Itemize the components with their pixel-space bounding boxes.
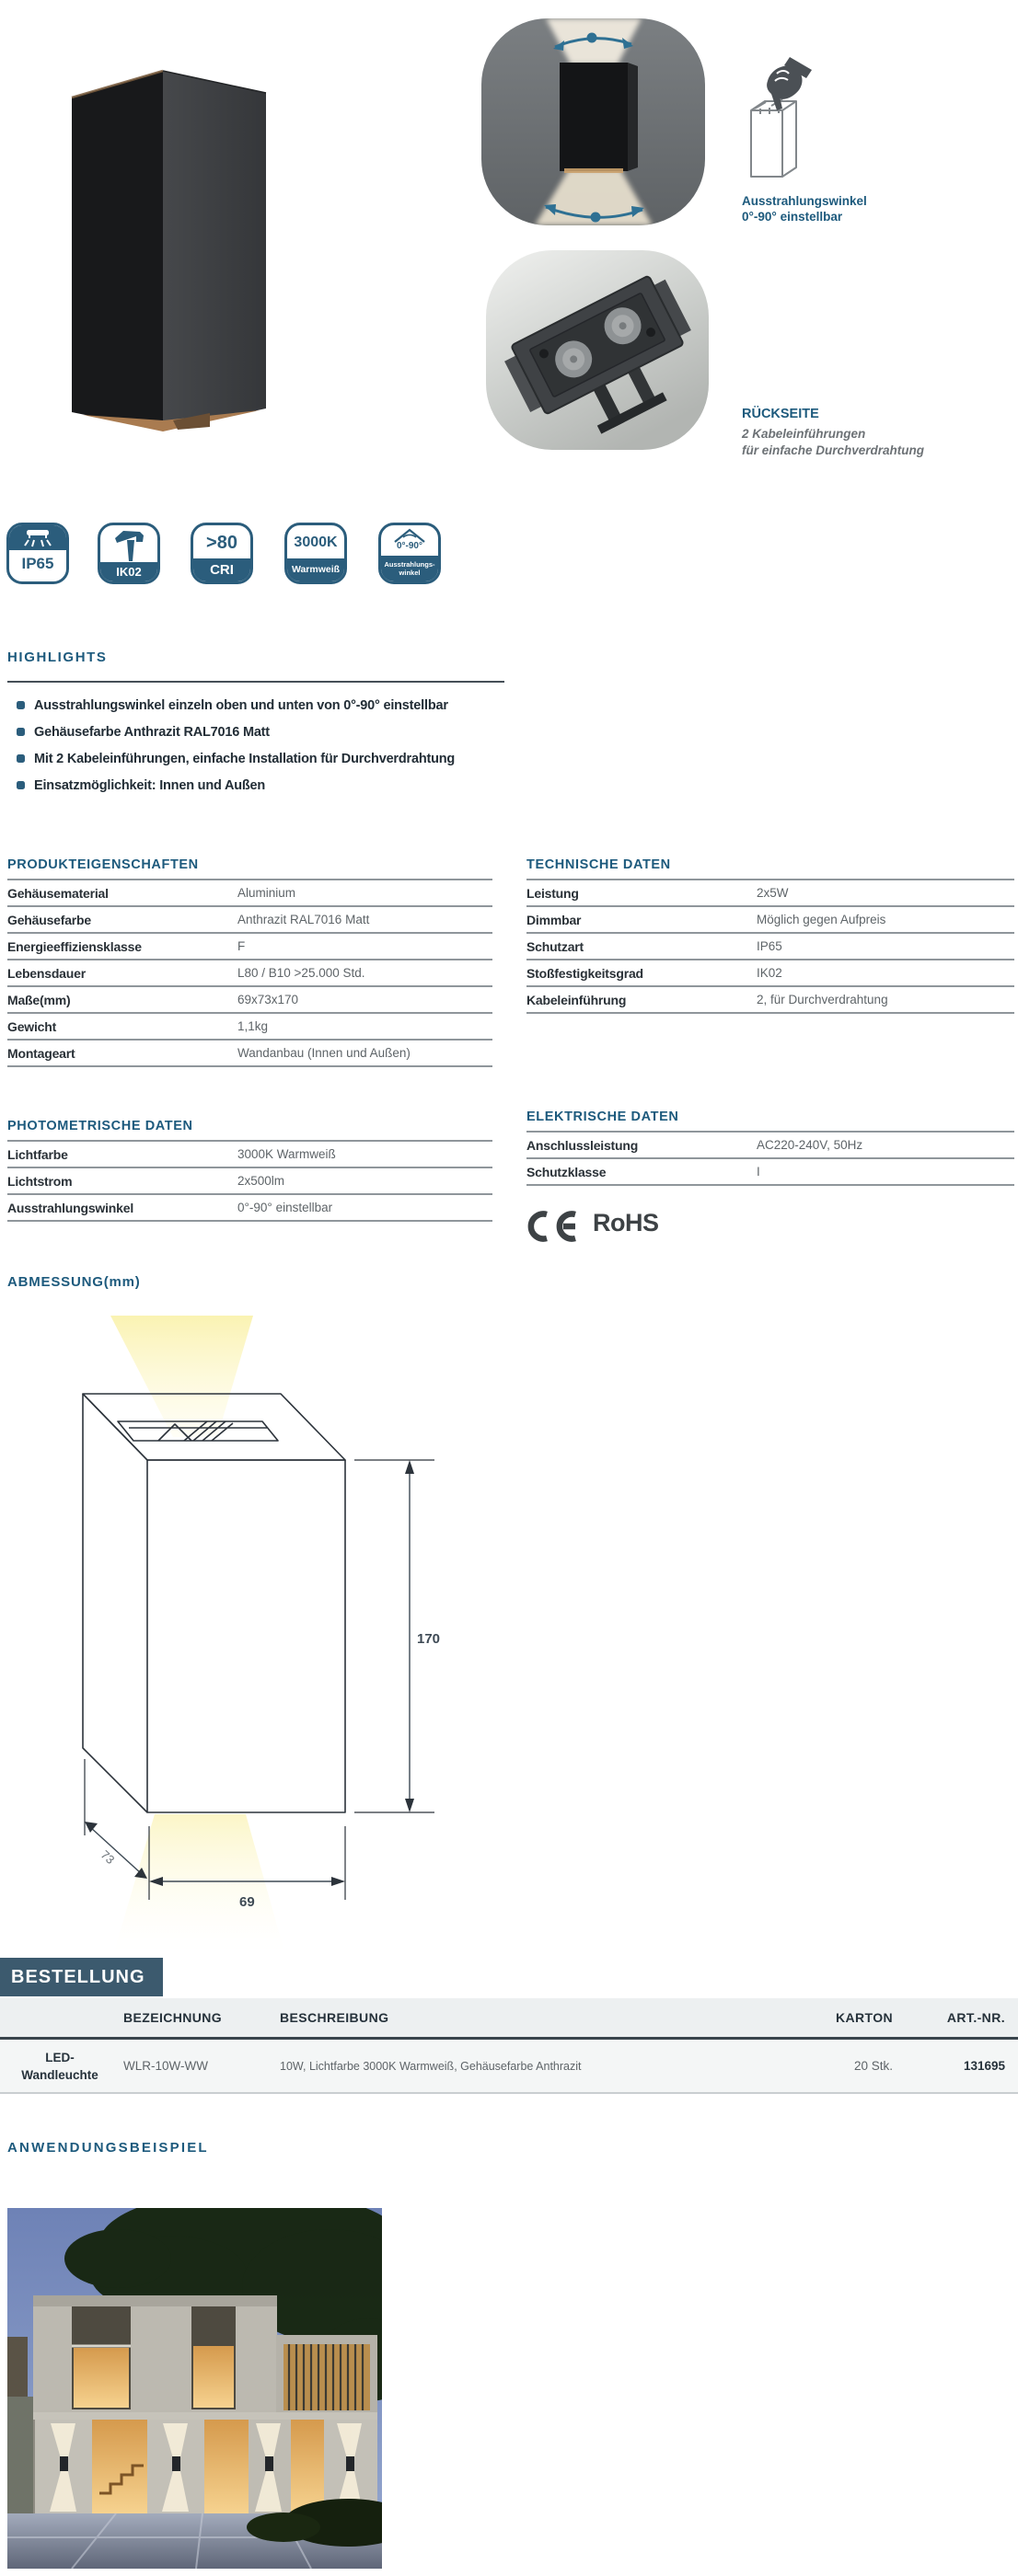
row-label: Schutzart xyxy=(526,938,584,954)
back-caption xyxy=(742,405,1000,459)
table-row xyxy=(526,987,1014,1014)
bestellung-bottom-rule xyxy=(0,2092,1018,2094)
row-label: Energieeffiziensklasse xyxy=(7,938,142,954)
bullet-icon xyxy=(17,701,25,709)
dimension-drawing xyxy=(37,1306,469,1950)
row-label: Stoßfestigkeitsgrad xyxy=(526,965,643,981)
table-row xyxy=(7,1168,492,1195)
product-name-line1: LED- xyxy=(45,2050,75,2064)
row-label: Leistung xyxy=(526,885,579,901)
highlights-list xyxy=(7,692,652,799)
badge-beam-angle xyxy=(378,523,441,584)
row-label: Schutzklasse xyxy=(526,1164,607,1179)
back-caption-line1: 2 Kabeleinführungen xyxy=(742,427,866,441)
highlight-text: Ausstrahlungswinkel einzeln oben und unten von 0°-90° einstellbar xyxy=(34,697,448,713)
adjust-dot-bottom xyxy=(591,213,601,223)
table-technische-daten xyxy=(526,857,1014,1014)
row-value: I xyxy=(757,1165,760,1179)
col-bezeichnung: BEZEICHNUNG xyxy=(123,2010,223,2025)
row-label: Ausstrahlungswinkel xyxy=(7,1200,134,1215)
dim-width-label: 69 xyxy=(239,1894,255,1910)
highlights-title: HIGHLIGHTS xyxy=(7,650,108,665)
table-row xyxy=(526,960,1014,987)
table-row xyxy=(7,960,492,987)
table-produkteigenschaften xyxy=(7,857,492,1067)
cell-karton: 20 Stk. xyxy=(853,2059,893,2073)
ip65-icon xyxy=(9,525,66,550)
badge-ip65-label: IP65 xyxy=(21,555,54,572)
ce-mark-icon xyxy=(525,1211,585,1242)
back-caption-line2: für einfache Durchverdrahtung xyxy=(742,443,925,457)
dim-height-label: 170 xyxy=(417,1631,441,1647)
row-value: 69x73x170 xyxy=(237,993,299,1006)
highlight-item xyxy=(7,692,652,719)
col-artnr: ART.-NR. xyxy=(946,2010,1005,2025)
table-row xyxy=(7,1195,492,1222)
badge-beam-top: 0°-90° xyxy=(396,541,422,551)
row-value: 0°-90° einstellbar xyxy=(237,1201,333,1214)
dim-depth-label: 73 xyxy=(98,1847,118,1868)
bestellung-title: BESTELLUNG xyxy=(11,1967,145,1987)
badge-ip65 xyxy=(6,523,69,584)
col-karton: KARTON xyxy=(835,2010,893,2025)
hand-shape xyxy=(767,57,812,110)
table-row xyxy=(7,1014,492,1041)
row-value: 2, für Durchverdrahtung xyxy=(757,993,888,1006)
adjust-caption xyxy=(742,193,944,224)
row-value: 2x5W xyxy=(757,886,789,900)
row-label: Gehäusefarbe xyxy=(7,912,91,927)
row-value: Wandanbau (Innen und Außen) xyxy=(237,1046,411,1060)
table-title: ELEKTRISCHE DATEN xyxy=(526,1110,679,1124)
bestellung-column-header xyxy=(0,1998,1018,2037)
badge-ik02-label: IK02 xyxy=(100,562,157,581)
application-photo-back-side xyxy=(486,250,709,450)
badge-cri-bottom: CRI xyxy=(193,558,250,581)
row-value: 1,1kg xyxy=(237,1019,269,1033)
col-beschreibung: BESCHREIBUNG xyxy=(280,2010,389,2025)
highlight-item xyxy=(7,719,652,745)
badge-cri-top: >80 xyxy=(206,533,237,553)
row-value: IK02 xyxy=(757,966,782,980)
badge-cct-bottom: Warmweiß xyxy=(287,558,344,581)
table-row xyxy=(526,934,1014,960)
hand-adjust-icon xyxy=(735,53,827,191)
bullet-icon xyxy=(17,728,25,736)
adjust-caption-line2: 0°-90° einstellbar xyxy=(742,210,843,224)
badge-cri xyxy=(191,523,253,584)
row-value: Möglich gegen Aufpreis xyxy=(757,913,886,926)
highlights-divider xyxy=(7,681,504,683)
table-title: TECHNISCHE DATEN xyxy=(526,857,671,872)
row-label: Anschlussleistung xyxy=(526,1137,639,1153)
product-name xyxy=(0,2040,120,2092)
highlight-item xyxy=(7,772,652,799)
row-label: Montageart xyxy=(7,1045,75,1061)
adjust-caption-line1: Ausstrahlungswinkel xyxy=(742,194,867,208)
abmessung-title: ABMESSUNG(mm) xyxy=(7,1274,141,1290)
table-row xyxy=(7,880,492,907)
badge-ik02 xyxy=(98,523,160,584)
row-value: Anthrazit RAL7016 Matt xyxy=(237,913,370,926)
bullet-icon xyxy=(17,754,25,763)
row-value: 3000K Warmweiß xyxy=(237,1147,336,1161)
badge-cct-top: 3000K xyxy=(294,535,338,550)
adjust-dot-top xyxy=(587,33,597,43)
hammer-icon xyxy=(109,527,149,562)
table-row xyxy=(526,1159,1014,1186)
bullet-icon xyxy=(17,781,25,789)
bestellung-header-box xyxy=(0,1958,163,1996)
anwendung-title: ANWENDUNGSBEISPIEL xyxy=(7,2140,209,2156)
row-label: Maße(mm) xyxy=(7,992,71,1007)
cell-beschreibung: 10W, Lichtfarbe 3000K Warmweiß, Gehäusefarbe Anthrazit xyxy=(280,2059,582,2073)
table-row xyxy=(7,1142,492,1168)
row-value: 2x500lm xyxy=(237,1174,285,1188)
table-elektrische-daten xyxy=(526,1110,1014,1186)
cell-artnr: 131695 xyxy=(963,2059,1005,2073)
highlight-text: Gehäusefarbe Anthrazit RAL7016 Matt xyxy=(34,724,270,740)
row-label: Lichtstrom xyxy=(7,1173,73,1189)
badge-beam-bottom1: Ausstrahlungs- xyxy=(384,560,435,569)
rohs-mark: RoHS xyxy=(593,1209,659,1236)
row-label: Gewicht xyxy=(7,1018,57,1034)
highlight-text: Einsatzmöglichkeit: Innen und Außen xyxy=(34,777,266,793)
cell-bezeichnung: WLR-10W-WW xyxy=(123,2059,208,2073)
row-label: Gehäusematerial xyxy=(7,885,109,901)
table-row xyxy=(526,880,1014,907)
badge-cct xyxy=(284,523,347,584)
back-side-illustration xyxy=(486,250,709,450)
product-photo-wall-lamp xyxy=(46,46,285,442)
row-value: Aluminium xyxy=(237,886,296,900)
table-row xyxy=(526,1133,1014,1159)
back-caption-title: RÜCKSEITE xyxy=(742,407,819,421)
row-label: Dimmbar xyxy=(526,912,582,927)
row-label: Lebensdauer xyxy=(7,965,86,981)
application-example-photo xyxy=(7,2208,382,2569)
beam-adjust-illustration xyxy=(481,18,705,225)
table-row xyxy=(526,907,1014,934)
row-label: Lichtfarbe xyxy=(7,1146,68,1162)
row-value: AC220-240V, 50Hz xyxy=(757,1138,863,1152)
table-photometrische-daten xyxy=(7,1119,492,1222)
product-name-line2: Wandleuchte xyxy=(21,2067,98,2082)
row-value: F xyxy=(237,939,246,953)
row-label: Kabeleinführung xyxy=(526,992,627,1007)
bestellung-row xyxy=(0,2040,1018,2092)
badge-beam-bottom2: winkel xyxy=(399,569,421,577)
application-photo-beam-adjust xyxy=(481,18,705,225)
table-row xyxy=(7,934,492,960)
row-value: L80 / B10 >25.000 Std. xyxy=(237,966,365,980)
table-row xyxy=(7,1041,492,1067)
highlight-text: Mit 2 Kabeleinführungen, einfache Installation für Durchverdrahtung xyxy=(34,751,456,766)
table-title: PRODUKTEIGENSCHAFTEN xyxy=(7,857,199,872)
row-value: IP65 xyxy=(757,939,782,953)
table-row xyxy=(7,907,492,934)
highlight-item xyxy=(7,745,652,772)
table-title: PHOTOMETRISCHE DATEN xyxy=(7,1119,193,1133)
table-row xyxy=(7,987,492,1014)
